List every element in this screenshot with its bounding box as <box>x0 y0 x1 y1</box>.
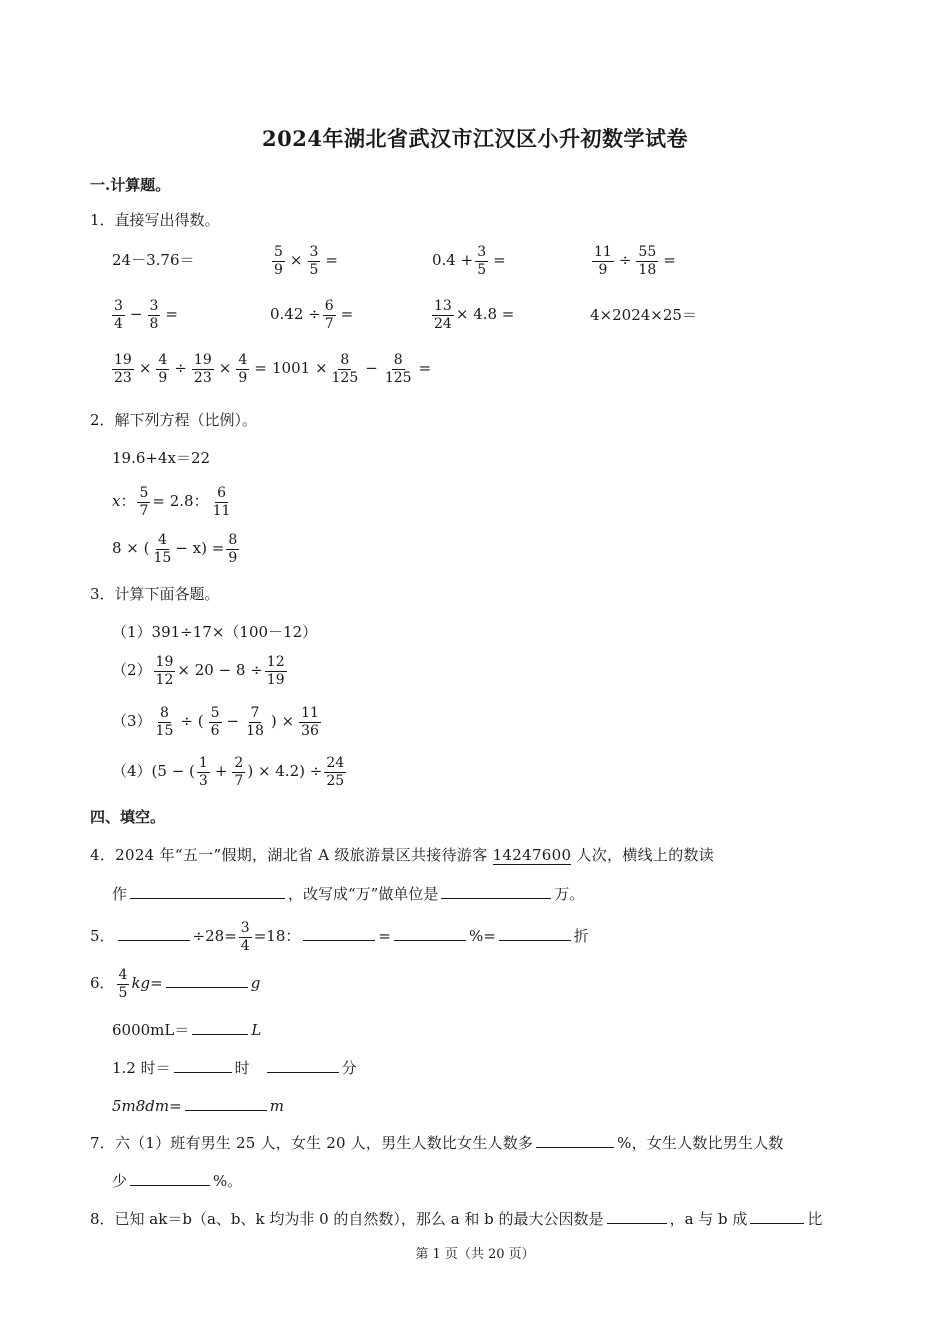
q2-equation-2: x： $\frac{5}{7}$ = 2.8： $\frac{6}{11}$ <box>112 485 231 519</box>
q4-answer-blank-reading[interactable] <box>130 884 285 899</box>
question-6-line-2: 6000mL＝ L <box>112 1021 262 1039</box>
question-2-label: 2．解下列方程（比例）。 <box>90 411 258 429</box>
q7-blank-more[interactable] <box>536 1133 614 1148</box>
q4-answer-blank-wan[interactable] <box>441 884 551 899</box>
q1-item-r1c1: 24－3.76＝ <box>112 251 195 269</box>
q7-blank-less[interactable] <box>130 1171 210 1186</box>
q8-blank-proportion[interactable] <box>750 1209 804 1224</box>
q6-blank-liters[interactable] <box>192 1020 248 1035</box>
q6-blank-hours[interactable] <box>174 1058 232 1073</box>
q5-blank-2[interactable] <box>303 926 375 941</box>
q1-item-r3c1: $\frac{19}{23}$ × $\frac{4}{9}$ ÷ $\frac{19}{23}$ × $\frac{4}{9}$ = <box>114 352 267 386</box>
question-4-line-2: 作 ，改写成“万”做单位是 万。 <box>112 885 585 903</box>
q3-part-1: （1）391÷17×（100－12） <box>112 623 318 641</box>
q5-blank-3[interactable] <box>394 926 466 941</box>
q1-item-r2c4: 4×2024×25＝ <box>590 306 697 324</box>
q1-item-r2c1: $\frac{3}{4}$ − $\frac{3}{8}$ = <box>114 298 178 332</box>
section-heading-fill-in: 四、填空。 <box>90 808 166 826</box>
section-heading-calculation: 一.计算题。 <box>90 176 171 194</box>
q1-item-r2c2: 0.42 ÷ $\frac{6}{7}$ = <box>270 298 354 332</box>
question-3-label: 3．计算下面各题。 <box>90 585 220 603</box>
q2-equation-1: 19.6+4x＝22 <box>112 449 211 467</box>
q1-item-r1c4: $\frac{11}{9}$ ÷ $\frac{55}{18}$ = <box>594 244 676 278</box>
page-title: 2024年湖北省武汉市江汉区小升初数学试卷 <box>262 126 688 151</box>
q6-blank-minutes[interactable] <box>267 1058 339 1073</box>
q1-item-r2c3: $\frac{13}{24}$ × 4.8 = <box>434 298 515 332</box>
q2-equation-3: 8 × ( $\frac{4}{15}$ − x) = $\frac{8}{9}$ <box>112 532 238 566</box>
question-1-label: 1．直接写出得数。 <box>90 211 220 229</box>
question-7-line-2: 少 %。 <box>112 1172 243 1190</box>
q6-blank-meters[interactable] <box>185 1096 267 1111</box>
question-6-line-1: 6． $\frac{4}{5}$ kg= g <box>90 967 261 1001</box>
q3-part-3: （3） $\frac{8}{15}$ ÷ ( $\frac{5}{6}$ − $\frac{7}{18}$ ) × $\frac{11}{36}$ <box>112 705 319 739</box>
q1-item-r3c2: 1001 × $\frac{8}{125}$ − $\frac{8}{125}$ = <box>272 352 432 386</box>
page-footer: 第 1 页（共 20 页） <box>415 1247 535 1262</box>
q5-blank-1[interactable] <box>118 926 190 941</box>
q6-blank-grams[interactable] <box>166 973 248 988</box>
question-6-line-4: 5m8dm= m <box>112 1097 284 1115</box>
question-7-line-1: 7．六（1）班有男生 25 人，女生 20 人，男生人数比女生人数多 %，女生人数比男生人数 <box>90 1134 784 1152</box>
q3-part-4: （4）(5 − ( $\frac{1}{3}$ + $\frac{2}{7}$ ) × 4.2) ÷ $\frac{24}{25}$ <box>112 755 345 789</box>
q5-blank-4[interactable] <box>499 926 571 941</box>
q1-item-r1c2: $\frac{5}{9}$ × $\frac{3}{5}$ = <box>274 244 338 278</box>
q8-blank-gcd[interactable] <box>607 1209 667 1224</box>
question-6-line-3: 1.2 时＝ 时 分 <box>112 1059 357 1077</box>
question-5: 5． ÷28= $\frac{3}{4}$ =18： = %= 折 <box>90 920 589 954</box>
question-8: 8．已知 ak＝b（a、b、k 均为非 0 的自然数），那么 a 和 b 的最大公因数是 ，a 与 b 成 比 <box>90 1210 823 1228</box>
q1-item-r1c3: 0.4 + $\frac{3}{5}$ = <box>432 244 506 278</box>
q3-part-2: （2） $\frac{19}{12}$ × 20 − 8 ÷ $\frac{12}{19}$ <box>112 654 285 688</box>
question-4-line-1: 4．2024 年“五一”假期，湖北省 A 级旅游景区共接待游客 14247600 人次，横线上的数读 <box>90 846 715 864</box>
q4-underlined-number: 14247600 <box>492 846 572 864</box>
